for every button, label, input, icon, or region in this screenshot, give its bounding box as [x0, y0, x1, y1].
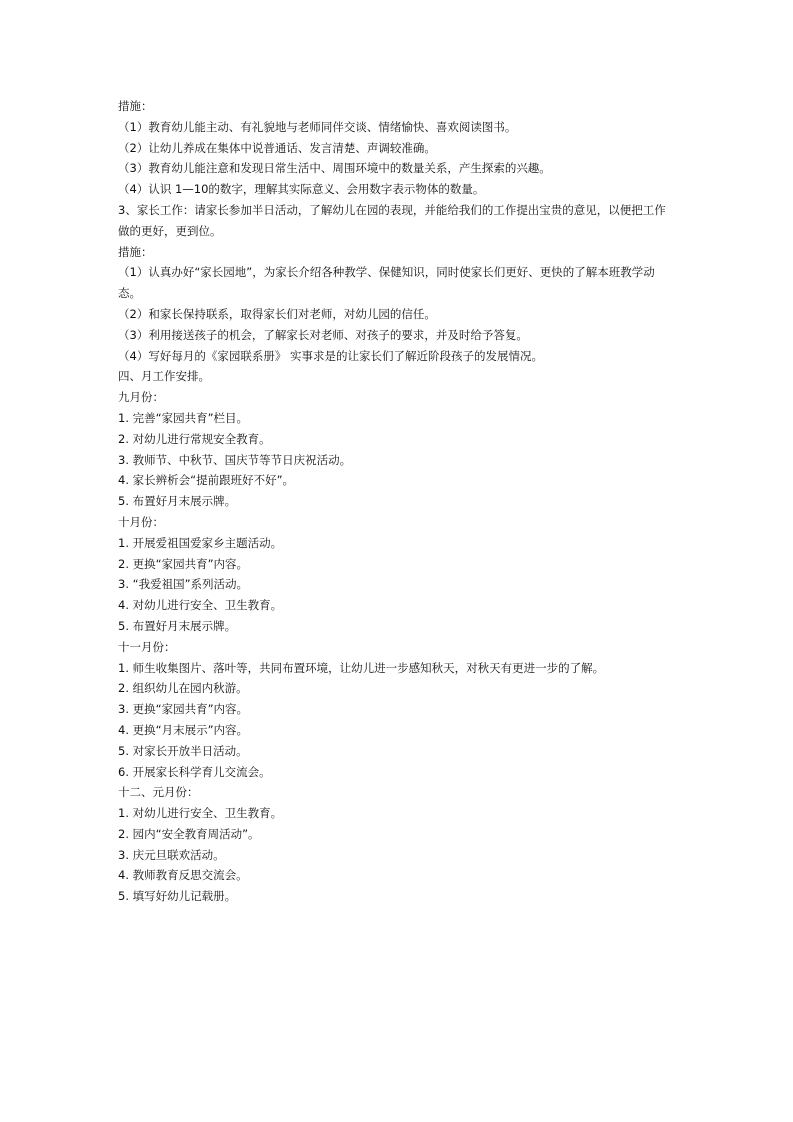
measure-item: （3）利用接送孩子的机会，了解家长对老师、对孩子的要求，并及时给予答复。 [118, 327, 528, 342]
list-item: 6. 开展家长科学育儿交流会。 [118, 764, 271, 779]
list-item: 1. 对幼儿进行安全、卫生教育。 [118, 806, 283, 821]
section-heading: 措施： [118, 244, 153, 259]
list-item: 5. 布置好月末展示牌。 [118, 494, 237, 509]
list-item: 3. 庆元旦联欢活动。 [118, 847, 225, 862]
measure-item: （2）让幼儿养成在集体中说普通话、发言清楚、声调较准确。 [118, 140, 436, 155]
list-item: 2. 更换“家园共育”内容。 [118, 556, 249, 571]
measure-item: （4）认识 1—10的数字，理解其实际意义、会用数字表示物体的数量。 [118, 182, 485, 197]
list-item: 5. 布置好月末展示牌。 [118, 618, 237, 633]
list-item: 4. 家长辨析会“提前跟班好不好”。 [118, 473, 295, 488]
list-item: 2. 园内“安全教育周活动”。 [118, 826, 260, 841]
measure-item: （2）和家长保持联系，取得家长们对老师，对幼儿园的信任。 [118, 306, 436, 321]
list-item: 5. 对家长开放半日活动。 [118, 743, 248, 758]
list-item: 1. 完善“家园共育”栏目。 [118, 410, 249, 425]
paragraph: 3、家长工作：请家长参加半日活动，了解幼儿在园的表现，并能给我们的工作提出宝贵的意见，以便把工作做的更好，更到位。 [118, 202, 666, 238]
measure-item: （4）写好每月的《家园联系册》 实事求是的让家长们了解近阶段孩子的发展情况。 [118, 348, 543, 363]
month-heading: 九月份： [118, 390, 164, 405]
list-item: 2. 对幼儿进行常规安全教育。 [118, 431, 271, 446]
section-heading: 措施： [118, 99, 153, 113]
list-item: 5. 填写好幼儿记载册。 [118, 889, 237, 904]
list-item: 4. 更换“月末展示”内容。 [118, 722, 249, 737]
list-item: 1. 开展爱祖国爱家乡主题活动。 [118, 535, 283, 550]
document-body [118, 96, 676, 907]
measure-item: （1）认真办好“家长园地”，为家长介绍各种教学、保健知识，同时使家长们更好、更快的了解本班教学动态。 [118, 265, 655, 301]
list-item: 3. “我爱祖国”系列活动。 [118, 577, 249, 592]
list-item: 3. 更换“家园共育”内容。 [118, 702, 249, 717]
measure-item: （1）教育幼儿能主动、有礼貌地与老师同伴交谈、情绪愉快、喜欢阅读图书。 [118, 119, 517, 134]
list-item: 1. 师生收集图片、落叶等，共同布置环境，让幼儿进一步感知秋天，对秋天有更进一步的了解。 [118, 660, 605, 675]
list-item: 3. 教师节、中秋节、国庆节等节日庆祝活动。 [118, 452, 352, 467]
month-heading: 十一月份： [118, 639, 176, 654]
section-heading: 四、月工作安排。 [118, 369, 210, 384]
list-item: 4. 教师教育反思交流会。 [118, 868, 248, 883]
measure-item: （3）教育幼儿能注意和发现日常生活中、周围环境中的数量关系，产生探索的兴趣。 [118, 161, 551, 176]
list-item: 4. 对幼儿进行安全、卫生教育。 [118, 598, 283, 613]
month-heading: 十月份： [118, 514, 164, 529]
list-item: 2. 组织幼儿在园内秋游。 [118, 681, 248, 696]
month-heading: 十二、元月份： [118, 785, 199, 800]
